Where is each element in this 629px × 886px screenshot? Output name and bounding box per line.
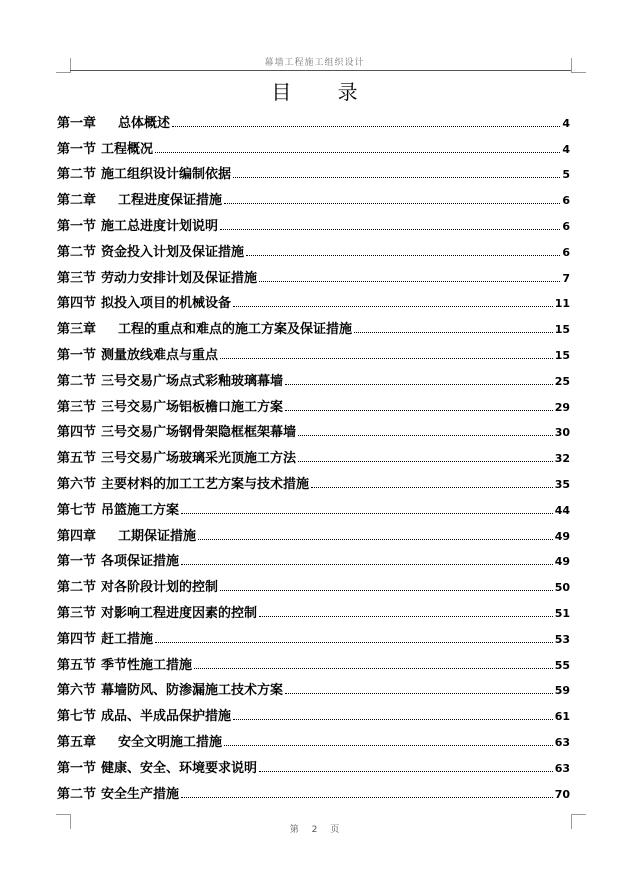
toc-entry-chapter[interactable] — [57, 105, 570, 131]
toc-entry-number: 第三节 — [57, 605, 97, 621]
toc-entry-title: 吊篮施工方案 — [101, 502, 180, 518]
toc-entry-page: 6 — [562, 219, 570, 233]
toc-entry-section[interactable] — [57, 208, 570, 234]
toc-entry-label — [57, 163, 231, 182]
toc-entry-page: 59 — [554, 684, 570, 698]
toc-entry-chapter[interactable] — [57, 724, 570, 750]
toc-entry-section[interactable] — [57, 698, 570, 724]
toc-entry-title: 成品、半成品保护措施 — [101, 709, 232, 725]
toc-entry-label — [57, 318, 352, 337]
toc-entry-page: 44 — [554, 503, 570, 517]
toc-leader-dots — [298, 460, 553, 462]
toc-entry-page: 4 — [562, 142, 570, 156]
toc-entry-title: 对影响工程进度因素的控制 — [101, 605, 258, 621]
toc-entry-title: 健康、安全、环境要求说明 — [101, 760, 258, 776]
toc-entry-section[interactable] — [57, 440, 570, 466]
toc-entry-label — [57, 731, 222, 750]
toc-title: 目 录 — [271, 80, 358, 104]
toc-entry-section[interactable] — [57, 363, 570, 389]
toc-entry-title: 三号交易广场钢骨架隐框框架幕墙 — [101, 425, 297, 441]
toc-entry-page: 50 — [554, 581, 570, 595]
toc-entry-title: 劳动力安排计划及保证措施 — [101, 270, 258, 286]
toc-entry-label — [57, 602, 257, 621]
toc-entry-page: 49 — [554, 555, 570, 569]
toc-entry-title: 测量放线难点与重点 — [101, 347, 219, 363]
toc-entry-section[interactable] — [57, 234, 570, 260]
toc-entry-label — [57, 370, 283, 389]
toc-leader-dots — [224, 202, 560, 204]
toc-entry-label — [57, 421, 296, 440]
toc-entry-label — [57, 628, 153, 647]
toc-entry-title: 各项保证措施 — [101, 554, 180, 570]
toc-entry-section[interactable] — [57, 337, 570, 363]
toc-entry-number: 第一节 — [57, 760, 97, 776]
toc-entry-title: 拟投入项目的机械设备 — [101, 296, 232, 312]
toc-entry-number: 第四章 — [57, 528, 97, 544]
toc-leader-dots — [181, 796, 553, 798]
header-rule — [70, 70, 571, 71]
toc-entry-label — [57, 705, 231, 724]
toc-leader-dots — [233, 718, 553, 720]
toc-entry-section[interactable] — [57, 157, 570, 183]
toc-leader-dots — [259, 280, 560, 282]
toc-entry-number: 第三节 — [57, 399, 97, 415]
toc-entry-title: 幕墙防风、防渗漏施工技术方案 — [101, 683, 284, 699]
toc-entry-page: 6 — [562, 194, 570, 208]
toc-entry-label — [57, 783, 179, 802]
toc-leader-dots — [155, 151, 560, 153]
toc-leader-dots — [181, 512, 553, 514]
toc-entry-number: 第一节 — [57, 141, 97, 157]
toc-entry-label — [57, 499, 179, 518]
toc-entry-page: 6 — [562, 245, 570, 259]
toc-entry-title: 三号交易广场铝板檐口施工方案 — [101, 399, 284, 415]
toc-entry-section[interactable] — [57, 389, 570, 415]
toc-entry-number: 第三章 — [57, 322, 97, 338]
toc-leader-dots — [285, 383, 553, 385]
toc-entry-number: 第二章 — [57, 193, 97, 209]
toc-entry-section[interactable] — [57, 544, 570, 570]
toc-entry-label — [57, 138, 153, 157]
toc-entry-label — [57, 757, 257, 776]
toc-entry-section[interactable] — [57, 569, 570, 595]
toc-leader-dots — [220, 589, 553, 591]
toc-entry-section[interactable] — [57, 647, 570, 673]
toc-leader-dots — [354, 331, 553, 333]
table-of-contents — [57, 105, 570, 802]
toc-entry-number: 第二节 — [57, 580, 97, 596]
toc-entry-label — [57, 576, 218, 595]
toc-entry-page: 5 — [562, 168, 570, 182]
toc-entry-chapter[interactable] — [57, 182, 570, 208]
toc-leader-dots — [259, 770, 553, 772]
toc-entry-section[interactable] — [57, 466, 570, 492]
toc-leader-dots — [220, 357, 553, 359]
toc-entry-number: 第五节 — [57, 657, 97, 673]
toc-entry-label — [57, 473, 309, 492]
toc-entry-label — [57, 215, 218, 234]
toc-entry-page: 29 — [554, 400, 570, 414]
toc-entry-label — [57, 112, 170, 131]
toc-entry-label — [57, 396, 283, 415]
toc-entry-number: 第三节 — [57, 270, 97, 286]
toc-leader-dots — [224, 744, 553, 746]
toc-entry-label — [57, 525, 196, 544]
toc-entry-page: 32 — [554, 452, 570, 466]
toc-leader-dots — [220, 228, 560, 230]
toc-entry-page: 11 — [554, 297, 570, 311]
toc-entry-number: 第五章 — [57, 734, 97, 750]
toc-entry-label — [57, 189, 222, 208]
toc-entry-section[interactable] — [57, 492, 570, 518]
toc-entry-title: 工程进度保证措施 — [118, 193, 223, 209]
toc-entry-number: 第四节 — [57, 296, 97, 312]
toc-leader-dots — [233, 305, 553, 307]
toc-entry-title: 安全生产措施 — [101, 786, 180, 802]
toc-entry-label — [57, 679, 283, 698]
toc-entry-number: 第七节 — [57, 502, 97, 518]
toc-entry-title: 三号交易广场点式彩釉玻璃幕墙 — [101, 373, 284, 389]
toc-entry-label — [57, 267, 257, 286]
toc-entry-number: 第二节 — [57, 167, 97, 183]
toc-leader-dots — [155, 641, 553, 643]
toc-leader-dots — [194, 667, 553, 669]
toc-entry-page: 63 — [554, 735, 570, 749]
toc-entry-title: 施工总进度计划说明 — [101, 218, 219, 234]
toc-entry-page: 61 — [554, 710, 570, 724]
toc-leader-dots — [311, 486, 553, 488]
toc-entry-number: 第六节 — [57, 476, 97, 492]
toc-leader-dots — [172, 125, 560, 127]
toc-entry-number: 第二节 — [57, 786, 97, 802]
toc-leader-dots — [246, 254, 560, 256]
toc-entry-number: 第一节 — [57, 218, 97, 234]
toc-leader-dots — [233, 176, 560, 178]
page-header: 幕墙工程施工组织设计 — [264, 58, 365, 68]
toc-entry-page: 4 — [562, 116, 570, 130]
toc-entry-title: 总体概述 — [118, 115, 171, 131]
toc-entry-title: 施工组织设计编制依据 — [101, 167, 232, 183]
toc-entry-page: 51 — [554, 606, 570, 620]
toc-entry-page: 25 — [554, 374, 570, 388]
toc-entry-title: 工期保证措施 — [118, 528, 197, 544]
toc-entry-chapter[interactable] — [57, 518, 570, 544]
toc-entry-title: 季节性施工措施 — [101, 657, 193, 673]
toc-entry-title: 三号交易广场玻璃采光顶施工方法 — [101, 451, 297, 467]
toc-entry-number: 第二节 — [57, 244, 97, 260]
toc-entry-section[interactable] — [57, 415, 570, 441]
toc-entry-label — [57, 654, 192, 673]
toc-leader-dots — [285, 692, 553, 694]
toc-entry-title: 资金投入计划及保证措施 — [101, 244, 245, 260]
toc-leader-dots — [298, 434, 553, 436]
toc-leader-dots — [259, 615, 553, 617]
toc-entry-title: 对各阶段计划的控制 — [101, 580, 219, 596]
toc-entry-number: 第一节 — [57, 347, 97, 363]
toc-entry-label — [57, 344, 218, 363]
toc-entry-number: 第一章 — [57, 115, 97, 131]
toc-entry-number: 第四节 — [57, 631, 97, 647]
toc-entry-page: 35 — [554, 477, 570, 491]
toc-entry-title: 主要材料的加工工艺方案与技术措施 — [101, 476, 310, 492]
toc-leader-dots — [198, 538, 553, 540]
toc-entry-title: 工程的重点和难点的施工方案及保证措施 — [118, 322, 353, 338]
toc-entry-page: 55 — [554, 658, 570, 672]
toc-entry-number: 第七节 — [57, 709, 97, 725]
toc-leader-dots — [181, 563, 553, 565]
toc-entry-section[interactable] — [57, 673, 570, 699]
toc-entry-number: 第四节 — [57, 425, 97, 441]
toc-entry-label — [57, 292, 231, 311]
toc-entry-section[interactable] — [57, 595, 570, 621]
toc-entry-label — [57, 241, 244, 260]
toc-entry-number: 第一节 — [57, 554, 97, 570]
toc-leader-dots — [285, 409, 553, 411]
toc-entry-page: 30 — [554, 426, 570, 440]
toc-entry-page: 7 — [562, 271, 570, 285]
toc-entry-page: 15 — [554, 323, 570, 337]
toc-entry-label — [57, 550, 179, 569]
toc-entry-page: 70 — [554, 787, 570, 801]
page-footer: 第 2 页 — [289, 825, 340, 835]
toc-entry-page: 49 — [554, 529, 570, 543]
toc-entry-title: 安全文明施工措施 — [118, 734, 223, 750]
toc-entry-label — [57, 447, 296, 466]
toc-entry-page: 63 — [554, 761, 570, 775]
toc-entry-section[interactable] — [57, 750, 570, 776]
toc-entry-number: 第五节 — [57, 451, 97, 467]
toc-entry-title: 工程概况 — [101, 141, 154, 157]
toc-entry-page: 53 — [554, 632, 570, 646]
toc-entry-section[interactable] — [57, 286, 570, 312]
toc-entry-section[interactable] — [57, 621, 570, 647]
toc-entry-section[interactable] — [57, 131, 570, 157]
toc-entry-number: 第二节 — [57, 373, 97, 389]
toc-entry-chapter[interactable] — [57, 311, 570, 337]
toc-entry-section[interactable] — [57, 776, 570, 802]
toc-entry-section[interactable] — [57, 260, 570, 286]
toc-entry-number: 第六节 — [57, 683, 97, 699]
toc-entry-title: 赶工措施 — [101, 631, 154, 647]
toc-entry-page: 15 — [554, 348, 570, 362]
